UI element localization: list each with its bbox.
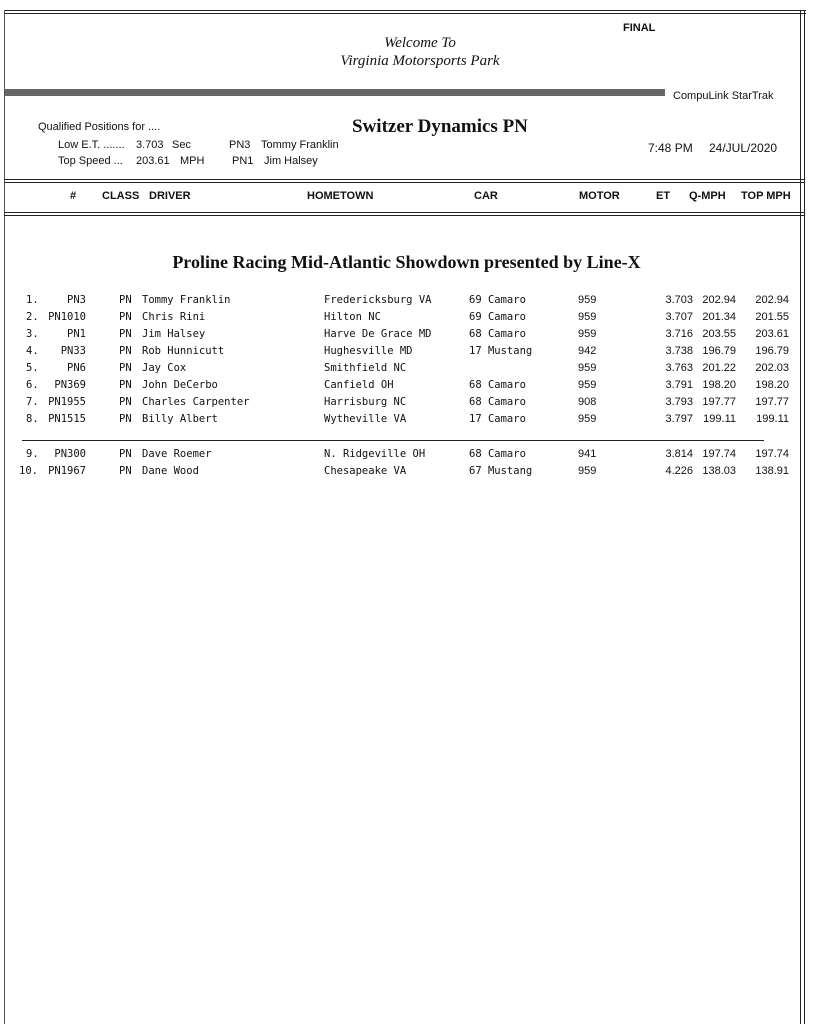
cell-car: 67 Mustang — [469, 465, 533, 477]
cell-hometown: Hughesville MD — [324, 345, 413, 357]
top-speed-car: PN1 — [232, 155, 254, 167]
table-row — [0, 344, 800, 361]
cell-car: 69 Camaro — [469, 311, 526, 323]
col-header-motor: MOTOR — [579, 190, 620, 202]
cell-qmph: 138.03 — [702, 465, 736, 477]
cell-hometown: Wytheville VA — [324, 413, 407, 425]
cell-hometown: Harve De Grace MD — [324, 328, 432, 340]
cell-driver: Tommy Franklin — [142, 294, 231, 306]
cell-et: 3.793 — [665, 396, 693, 408]
cell-topmph: 196.79 — [755, 345, 789, 357]
frame-right-line — [800, 10, 801, 1024]
cell-num: PN369 — [54, 379, 86, 391]
cell-hometown: N. Ridgeville OH — [324, 448, 426, 460]
cell-et: 3.791 — [665, 379, 693, 391]
cell-topmph: 203.61 — [755, 328, 789, 340]
cell-et: 3.703 — [665, 294, 693, 306]
cell-hometown: Harrisburg NC — [324, 396, 407, 408]
cell-et: 3.797 — [665, 413, 693, 425]
low-et-unit: Sec — [172, 139, 191, 151]
table-row — [0, 447, 800, 464]
cell-pos: 1. — [26, 294, 39, 306]
cell-class: PN — [119, 396, 132, 408]
cell-driver: Billy Albert — [142, 413, 218, 425]
cell-topmph: 198.20 — [755, 379, 789, 391]
cell-motor: 959 — [578, 328, 597, 340]
cell-qmph: 201.22 — [702, 362, 736, 374]
frame-top-line — [4, 10, 806, 11]
cell-motor: 959 — [578, 362, 597, 374]
welcome-line-1: Welcome To — [384, 35, 456, 51]
cell-car: 68 Camaro — [469, 448, 526, 460]
cell-class: PN — [119, 465, 132, 477]
cell-et: 3.814 — [665, 448, 693, 460]
cell-et: 4.226 — [665, 465, 693, 477]
cell-pos: 2. — [26, 311, 39, 323]
cell-class: PN — [119, 362, 132, 374]
table-row — [0, 412, 800, 429]
cell-car: 17 Mustang — [469, 345, 533, 357]
cell-motor: 908 — [578, 396, 597, 408]
top-speed-driver: Jim Halsey — [264, 155, 318, 167]
low-et-driver: Tommy Franklin — [261, 139, 339, 151]
cell-hometown: Hilton NC — [324, 311, 381, 323]
cell-hometown: Canfield OH — [324, 379, 394, 391]
cell-topmph: 201.55 — [755, 311, 789, 323]
cell-topmph: 197.77 — [755, 396, 789, 408]
cell-motor: 941 — [578, 448, 597, 460]
cell-et: 3.707 — [665, 311, 693, 323]
cell-num: PN1515 — [48, 413, 86, 425]
cell-class: PN — [119, 413, 132, 425]
table-row — [0, 378, 800, 395]
low-et-value: 3.703 — [136, 139, 164, 151]
cell-class: PN — [119, 345, 132, 357]
cell-hometown: Smithfield NC — [324, 362, 407, 374]
frame-left-line — [4, 10, 5, 1024]
cell-motor: 959 — [578, 311, 597, 323]
cell-topmph: 202.03 — [755, 362, 789, 374]
race-title: Proline Racing Mid-Atlantic Showdown presented by Line-X — [172, 252, 641, 272]
col-header-hometown: HOMETOWN — [307, 190, 374, 202]
qualifier-cutoff-line — [22, 440, 764, 441]
table-row — [0, 464, 800, 481]
header-rule-top — [4, 179, 804, 180]
low-et-car: PN3 — [229, 139, 251, 151]
cell-qmph: 196.79 — [702, 345, 736, 357]
cell-et: 3.763 — [665, 362, 693, 374]
cell-car: 17 Camaro — [469, 413, 526, 425]
cell-qmph: 197.77 — [702, 396, 736, 408]
cell-driver: John DeCerbo — [142, 379, 218, 391]
cell-class: PN — [119, 294, 132, 306]
cell-num: PN1955 — [48, 396, 86, 408]
cell-pos: 9. — [26, 448, 39, 460]
frame-right-line-outer — [804, 10, 805, 1024]
header-rule-bottom-2 — [4, 215, 804, 216]
cell-car: 69 Camaro — [469, 294, 526, 306]
cell-qmph: 202.94 — [702, 294, 736, 306]
col-header-car: CAR — [474, 190, 498, 202]
cell-num: PN300 — [54, 448, 86, 460]
cell-qmph: 198.20 — [702, 379, 736, 391]
cell-topmph: 199.11 — [756, 413, 789, 425]
cell-motor: 959 — [578, 465, 597, 477]
col-header-num: # — [70, 190, 77, 202]
welcome-banner — [300, 34, 540, 70]
report-date: 24/JUL/2020 — [709, 141, 778, 155]
cell-pos: 6. — [26, 379, 39, 391]
header-rule-bottom — [4, 212, 804, 213]
cell-pos: 8. — [26, 413, 39, 425]
cell-num: PN6 — [67, 362, 86, 374]
cell-qmph: 199.11 — [703, 413, 736, 425]
cell-num: PN1967 — [48, 465, 86, 477]
col-header-qmph: Q-MPH — [689, 190, 726, 202]
status-final: FINAL — [623, 22, 656, 34]
cell-motor: 959 — [578, 294, 597, 306]
cell-driver: Dane Wood — [142, 465, 199, 477]
frame-top-line-inner — [4, 13, 806, 14]
cell-driver: Chris Rini — [142, 311, 206, 323]
cell-motor: 942 — [578, 345, 597, 357]
cell-num: PN1 — [67, 328, 86, 340]
cell-class: PN — [119, 379, 132, 391]
table-row — [0, 361, 800, 378]
cell-et: 3.738 — [665, 345, 693, 357]
cell-pos: 3. — [26, 328, 39, 340]
col-header-class: CLASS — [102, 190, 140, 202]
cell-topmph: 202.94 — [755, 294, 789, 306]
cell-driver: Rob Hunnicutt — [142, 345, 225, 357]
col-header-topmph: TOP MPH — [741, 190, 791, 202]
top-speed-unit: MPH — [180, 155, 205, 167]
cell-motor: 959 — [578, 413, 597, 425]
cell-num: PN1010 — [48, 311, 86, 323]
qualified-label: Qualified Positions for .... — [38, 121, 161, 133]
cell-car: 68 Camaro — [469, 379, 526, 391]
cell-car: 68 Camaro — [469, 328, 526, 340]
cell-hometown: Chesapeake VA — [324, 465, 407, 477]
table-row — [0, 293, 800, 310]
cell-pos: 4. — [26, 345, 39, 357]
welcome-line-2: Virginia Motorsports Park — [340, 53, 500, 69]
dotted-divider — [5, 89, 665, 96]
cell-et: 3.716 — [665, 328, 693, 340]
cell-pos: 10. — [19, 465, 38, 477]
cell-motor: 959 — [578, 379, 597, 391]
cell-driver: Jay Cox — [142, 362, 187, 374]
cell-qmph: 197.74 — [702, 448, 736, 460]
cell-car: 68 Camaro — [469, 396, 526, 408]
event-title: Switzer Dynamics PN — [352, 116, 528, 137]
cell-pos: 5. — [26, 362, 39, 374]
cell-num: PN33 — [60, 345, 86, 357]
top-speed-value: 203.61 — [136, 155, 170, 167]
cell-driver: Charles Carpenter — [142, 396, 250, 408]
cell-hometown: Fredericksburg VA — [324, 294, 432, 306]
cell-topmph: 197.74 — [755, 448, 789, 460]
cell-topmph: 138.91 — [755, 465, 789, 477]
cell-num: PN3 — [67, 294, 86, 306]
cell-pos: 7. — [26, 396, 39, 408]
report-time: 7:48 PM — [648, 141, 693, 155]
header-rule-top-2 — [4, 182, 804, 183]
cell-qmph: 201.34 — [702, 311, 736, 323]
cell-class: PN — [119, 448, 132, 460]
table-row — [0, 327, 800, 344]
cell-driver: Dave Roemer — [142, 448, 212, 460]
cell-class: PN — [119, 328, 132, 340]
brand-label: CompuLink StarTrak — [673, 90, 774, 102]
col-header-et: ET — [656, 190, 671, 202]
cell-driver: Jim Halsey — [142, 328, 206, 340]
low-et-label: Low E.T. ....... — [58, 139, 125, 151]
cell-class: PN — [119, 311, 132, 323]
col-header-driver: DRIVER — [149, 190, 191, 202]
top-speed-label: Top Speed ... — [58, 155, 123, 167]
table-row — [0, 395, 800, 412]
cell-qmph: 203.55 — [702, 328, 736, 340]
table-row — [0, 310, 800, 327]
